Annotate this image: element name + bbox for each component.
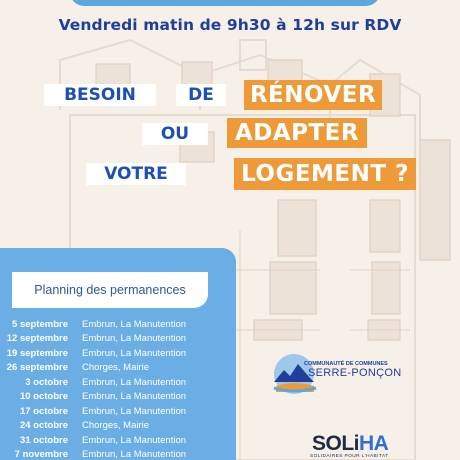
soliha-part-a: SOLi xyxy=(312,432,360,455)
row-date: 24 octobre xyxy=(19,420,68,432)
row-place: Embrun, La Manutention xyxy=(82,318,187,330)
headline-votre: VOTRE xyxy=(86,163,186,185)
soliha-part-b: HA xyxy=(359,432,389,455)
row-place: Embrun, La Manutention xyxy=(82,333,187,345)
row-place: Chorges, Mairie xyxy=(82,420,150,432)
row-date: 17 octobre xyxy=(19,405,68,417)
row-date: 10 octobre xyxy=(19,391,68,403)
headline-de: DE xyxy=(176,84,226,106)
headline-besoin: BESOIN xyxy=(44,84,156,106)
row-date: 26 septembre xyxy=(6,362,68,374)
headline-renover: RÉNOVER xyxy=(244,80,382,110)
headline-ou: OU xyxy=(142,123,208,145)
row-date: 31 octobre xyxy=(19,434,68,446)
planning-title: Planning des permanences xyxy=(12,272,208,308)
row-place: Embrun, La Manutention xyxy=(82,434,187,446)
row-place: Embrun, La Manutention xyxy=(82,449,187,460)
soliha-tagline: SOLIDAIRES POUR L'HABITAT xyxy=(310,454,389,459)
headline-adapter: ADAPTER xyxy=(227,118,367,148)
planning-row xyxy=(0,317,236,332)
planning-row xyxy=(0,346,236,361)
planning-row xyxy=(0,332,236,347)
planning-row xyxy=(0,390,236,405)
row-place: Embrun, La Manutention xyxy=(82,405,187,417)
row-place: Embrun, La Manutention xyxy=(82,376,187,388)
row-place: Embrun, La Manutention xyxy=(82,347,187,359)
headline-logement: LOGEMENT ? xyxy=(234,158,416,190)
row-date: 7 novembre xyxy=(14,449,68,460)
soliha-logo xyxy=(312,432,388,456)
row-date: 5 septembre xyxy=(12,318,68,330)
planning-row xyxy=(0,448,236,460)
row-place: Chorges, Mairie xyxy=(82,362,150,374)
row-place: Embrun, La Manutention xyxy=(82,391,187,403)
ccsp-caption: COMMUNAUTÉ DE COMMUNES xyxy=(304,361,388,367)
row-date: 3 octobre xyxy=(25,376,68,388)
planning-row xyxy=(0,375,236,390)
row-date: 19 septembre xyxy=(6,347,68,359)
planning-list xyxy=(0,317,236,460)
planning-row xyxy=(0,361,236,376)
planning-row xyxy=(0,433,236,448)
planning-row xyxy=(0,404,236,419)
ccsp-name: SERRE-PONÇON xyxy=(308,367,402,379)
schedule-subtitle: Vendredi matin de 9h30 à 12h sur RDV xyxy=(58,16,402,34)
planning-row xyxy=(0,419,236,434)
top-band xyxy=(70,0,380,6)
row-date: 12 septembre xyxy=(6,333,68,345)
